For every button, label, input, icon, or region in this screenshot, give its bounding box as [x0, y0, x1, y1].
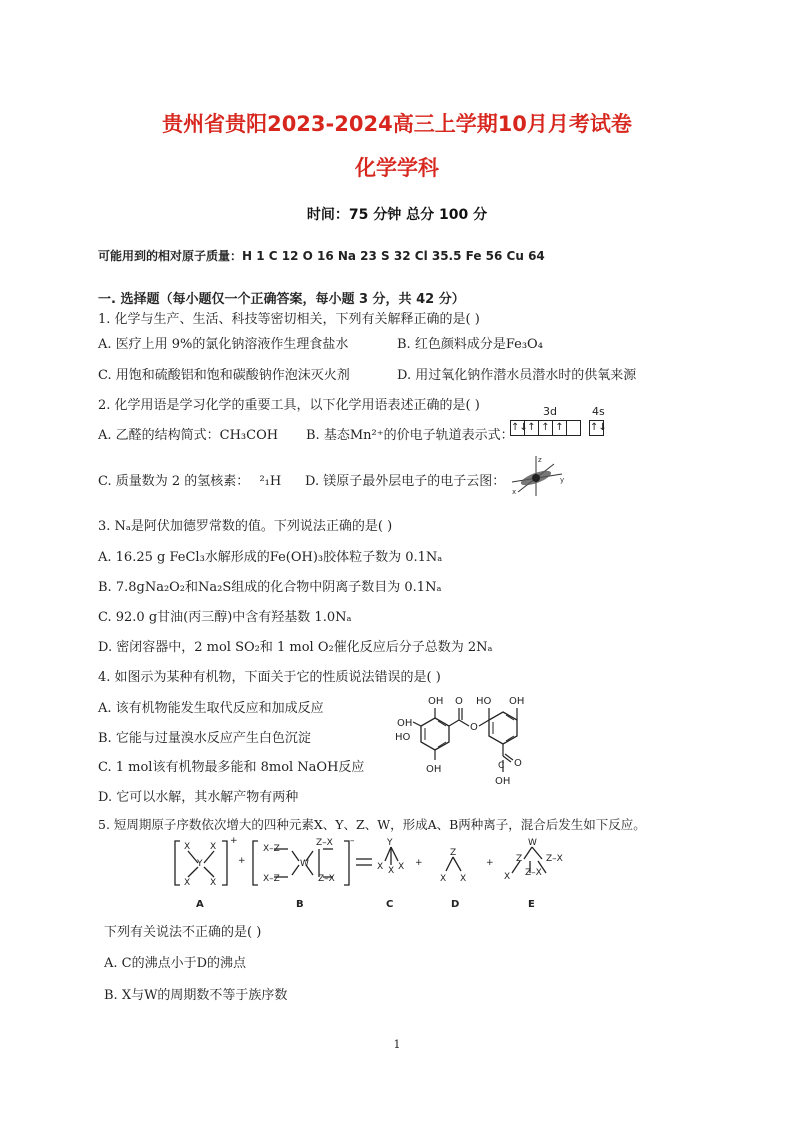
q5-follow: 下列有关说法不正确的是( )	[104, 925, 262, 940]
time-info: 时间：75 分钟 总分 100 分	[306, 207, 488, 223]
page-number: 1	[393, 1038, 401, 1051]
svg-text:Z–X: Z–X	[525, 868, 542, 878]
q2-option-d: D. 镁原子最外层电子的电子云图：	[305, 474, 506, 489]
q4-stem: 4. 如图示为某种有机物，下面关于它的性质说法错误的是( )	[98, 670, 441, 685]
svg-text:X: X	[210, 842, 217, 852]
q1-stem: 1. 化学与生产、生活、科技等密切相关，下列有关解释正确的是( )	[98, 312, 480, 327]
q1-option-b: B. 红色颜料成分是Fe₃O₄	[397, 337, 543, 352]
q1-option-a: A. 医疗上用 9%的氯化钠溶液作生理食盐水	[98, 337, 349, 352]
species-label: B	[296, 899, 304, 910]
orbital-box: ↑	[552, 420, 567, 436]
svg-text:Y: Y	[197, 859, 203, 869]
svg-text:X–Z: X–Z	[263, 844, 280, 854]
q5-option-a: A. C的沸点小于D的沸点	[104, 956, 247, 971]
svg-text:–: –	[350, 836, 355, 846]
q3-option-d: D. 密闭容器中，2 mol SO₂和 1 mol O₂催化反应后分子总数为 2Nₐ	[98, 640, 493, 655]
q2-option-a: A. 乙醛的结构简式：CH₃COH	[98, 428, 279, 443]
struct-label: OH	[509, 696, 525, 707]
q2-option-c	[98, 470, 281, 489]
svg-text:+: +	[486, 858, 494, 868]
svg-text:X: X	[388, 866, 395, 876]
q4-option-d: D. 它可以水解，其水解产物有两种	[98, 790, 299, 805]
struct-label: C	[498, 761, 505, 771]
svg-text:X: X	[460, 874, 467, 884]
svg-text:X: X	[377, 862, 384, 872]
struct-label: HO	[476, 696, 492, 707]
q5-stem: 5. 短周期原子序数依次增大的四种元素X、Y、Z、W，形成A、B两种离子，混合后发生如下反应。	[98, 817, 646, 832]
struct-label: OH	[397, 718, 413, 729]
svg-text:+: +	[415, 858, 423, 868]
q3-option-b: B. 7.8gNa₂O₂和Na₂S组成的化合物中阴离子数目为 0.1Nₐ	[98, 580, 442, 595]
struct-label: HO	[395, 732, 411, 743]
q4-option-a: A. 该有机物能发生取代反应和加成反应	[98, 701, 324, 716]
svg-text:Z–X: Z–X	[316, 838, 333, 848]
species-label: E	[528, 899, 535, 910]
q1-option-c: C. 用饱和硫酸铝和饱和碳酸钠作泡沫灭火剂	[98, 368, 350, 383]
svg-text:Z–X: Z–X	[546, 854, 563, 864]
orbital-box: ↑	[524, 420, 539, 436]
q3-option-a: A. 16.25 g FeCl₃水解形成的Fe(OH)₃胶体粒子数为 0.1Nₐ	[98, 550, 443, 565]
q4-option-c: C. 1 mol该有机物最多能和 8mol NaOH反应	[98, 760, 365, 775]
svg-text:X: X	[398, 862, 405, 872]
reaction-figure	[168, 835, 588, 913]
struct-label: O	[514, 758, 522, 769]
svg-text:Z: Z	[516, 854, 523, 864]
struct-label: O	[455, 696, 463, 707]
svg-text:X–Z: X–Z	[263, 874, 280, 884]
struct-label: OH	[426, 764, 442, 775]
electron-cloud-figure	[508, 454, 566, 498]
species-label: C	[386, 899, 394, 910]
svg-text:W: W	[300, 859, 309, 869]
svg-text:W: W	[528, 838, 537, 848]
orbital-box: ↑	[538, 420, 553, 436]
svg-text:X: X	[210, 878, 217, 888]
svg-text:Z–X: Z–X	[318, 874, 335, 884]
svg-text:X: X	[440, 874, 447, 884]
svg-text:Y: Y	[387, 838, 393, 848]
q2-option-c-text: C. 质量数为 2 的氢核素：	[98, 474, 250, 489]
organic-structure-figure	[395, 690, 555, 795]
hydrogen-nuclide: ²₁H	[259, 474, 282, 489]
svg-text:Z: Z	[450, 848, 457, 858]
orbital-4s-label: 4s	[592, 405, 605, 418]
orbital-box: ↑↓	[589, 420, 604, 436]
q1-option-d: D. 用过氧化钠作潜水员潜水时的供氧来源	[397, 368, 637, 383]
section-heading: 一. 选择题（每小题仅一个正确答案，每小题 3 分，共 42 分）	[98, 292, 465, 307]
svg-text:y: y	[560, 476, 565, 484]
species-label: A	[196, 899, 204, 910]
orbital-3d-label: 3d	[543, 405, 557, 418]
q3-stem: 3. Nₐ是阿伏加德罗常数的值。下列说法正确的是( )	[98, 519, 393, 534]
svg-text:X: X	[504, 872, 511, 882]
svg-text:x: x	[512, 488, 517, 496]
struct-label: OH	[495, 776, 511, 787]
atomic-masses: 可能用到的相对原子质量：H 1 C 12 O 16 Na 23 S 32 Cl 35.5 Fe 56 Cu 64	[98, 249, 545, 263]
svg-text:+: +	[238, 856, 246, 866]
svg-text:z: z	[538, 456, 542, 464]
subject-title: 化学学科	[355, 156, 439, 180]
q2-stem: 2. 化学用语是学习化学的重要工具，以下化学用语表述正确的是( )	[98, 398, 480, 413]
struct-label: OH	[428, 696, 444, 707]
svg-text:+: +	[230, 836, 238, 846]
q4-option-b: B. 它能与过量溴水反应产生白色沉淀	[98, 731, 311, 746]
q3-option-c: C. 92.0 g甘油(丙三醇)中含有羟基数 1.0Nₐ	[98, 610, 352, 625]
species-label: D	[451, 899, 460, 910]
svg-text:X: X	[184, 878, 191, 888]
exam-title: 贵州省贵阳2023-2024高三上学期10月月考试卷	[162, 112, 632, 136]
orbital-box	[566, 420, 581, 436]
q2-option-b: B. 基态Mn²⁺的价电子轨道表示式：	[306, 428, 514, 443]
struct-label: O	[470, 722, 478, 733]
orbital-box: ↑↓	[510, 420, 525, 436]
svg-text:X: X	[184, 842, 191, 852]
q5-option-b: B. X与W的周期数不等于族序数	[104, 988, 288, 1003]
